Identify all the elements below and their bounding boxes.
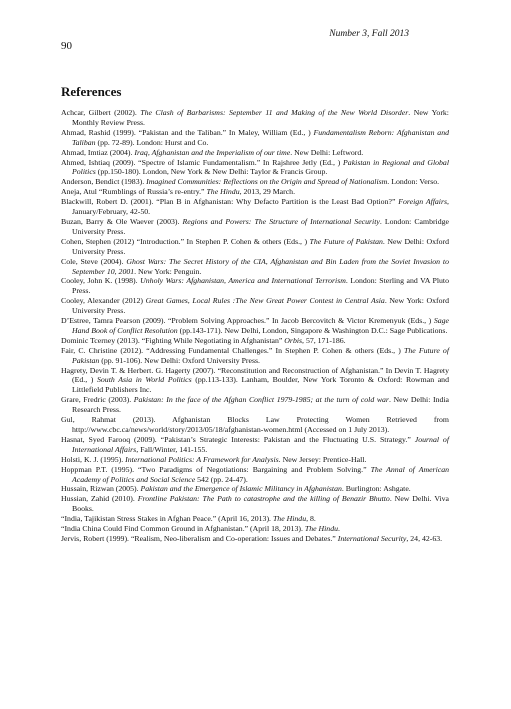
reference-title: South Asia in World Politics bbox=[97, 375, 192, 385]
reference-title: The Annal of American Academy of Politics and Social Science bbox=[72, 464, 450, 484]
reference-entry bbox=[61, 455, 449, 465]
reference-details: (pp.113-133). Lanham, Boulder, New York Toronto & Oxford: Rowman and Littlefield Publishers Inc. bbox=[72, 375, 449, 395]
reference-title: Imagined Communities: Reflections on the Origin and Spread of Nationalism bbox=[146, 177, 388, 187]
reference-text: Hoppman P.T. (1995). “Two Paradigms of Negotiations: Bargaining and Problem Solving.” bbox=[61, 464, 371, 474]
reference-details: , Fall/Winter, 141-155. bbox=[136, 444, 208, 454]
reference-title: The Clash of Barbarisms: September 11 and Making of the New World Disorder bbox=[140, 108, 409, 117]
reference-entry bbox=[61, 276, 449, 296]
reference-details: . New Delhi: Leftword. bbox=[290, 147, 364, 157]
reference-details: . New Jersey: Prentice-Hall. bbox=[278, 454, 367, 464]
reference-list bbox=[61, 108, 449, 544]
reference-text: Cohen, Stephen (2012) “Introduction.” In Stephen P. Cohen & others (Eds., ) bbox=[61, 236, 310, 246]
reference-title: Great Games, Local Rules :The New Great Power Contest in Central Asia bbox=[145, 296, 385, 306]
reference-entry bbox=[61, 465, 449, 485]
reference-title: International Security bbox=[337, 533, 407, 543]
reference-title: Iraq, Afghanistan and the Imperialism of our time bbox=[134, 147, 291, 157]
reference-details: . bbox=[338, 524, 340, 534]
reference-entry bbox=[61, 177, 449, 187]
reference-title: The Hindu bbox=[304, 524, 338, 534]
reference-text: Hagrety, Devin T. & Herbert. G. Hagerty (2007). “Reconstitution and Reconstruction of Afghanistan.” In Devin T. Hagrety (Ed., ) bbox=[61, 365, 449, 385]
reference-details: 542 (pp. 24-47). bbox=[195, 474, 248, 484]
reference-details: (pp.150-180). London, New York & New Delhi: Taylor & Francis Group. bbox=[95, 167, 328, 177]
reference-title: Unholy Wars: Afghanistan, America and International Terrorism bbox=[140, 276, 346, 286]
reference-text: Buzan, Barry & Ole Waever (2003). bbox=[61, 216, 183, 226]
reference-entry bbox=[61, 187, 449, 197]
reference-details: , 24, 42-63. bbox=[406, 533, 443, 543]
reference-text: Blackwill, Robert D. (2001). “Plan B in Afghanistan: Why Defacto Partition is the Least Bad Option?” bbox=[61, 197, 399, 207]
reference-entry bbox=[61, 484, 449, 494]
reference-title: Ghost Wars: The Secret History of the CIA, Afghanistan and Bin Laden from the Soviet Invasion to September 10, 2001 bbox=[72, 256, 449, 276]
page-number: 90 bbox=[61, 40, 72, 52]
reference-entry bbox=[61, 296, 449, 316]
reference-details: , 2013, 29 March. bbox=[239, 187, 296, 197]
reference-text: Ahmad, Imtiaz (2004). bbox=[61, 147, 135, 157]
reference-entry bbox=[61, 316, 449, 336]
reference-text: Fair, C. Christine (2012). “Addressing Fundamental Challenges.” In Stephen P. Cohen & others (Eds., ) bbox=[61, 345, 404, 355]
reference-entry bbox=[61, 237, 449, 257]
reference-text: Grare, Fredric (2003). bbox=[61, 395, 134, 405]
reference-details: . London: Verso. bbox=[387, 177, 440, 187]
reference-text: Hussian, Zahid (2010). bbox=[61, 494, 138, 504]
reference-entry bbox=[61, 336, 449, 346]
reference-details: . New York: Oxford University Press. bbox=[72, 296, 449, 316]
reference-text: Gul, Rahmat (2013). Afghanistan Blocks Law Protecting Women Retrieved from http://www.cbc.ca/news/world/story/2013/05/18/afghanistan-women.html (Accessed on 1 July 2013). bbox=[61, 415, 449, 434]
reference-title: Regions and Powers: The Structure of International Security bbox=[182, 216, 380, 226]
reference-entry bbox=[61, 108, 449, 128]
reference-details: , 8. bbox=[306, 514, 316, 524]
reference-details: (pp. 91-106). New Delhi: Oxford University Press. bbox=[99, 355, 260, 365]
reference-title: Journal of International Affairs bbox=[72, 434, 449, 454]
reference-text: Jervis, Robert (1999). “Realism, Neo-liberalism and Co-operation: Issues and Debates.” bbox=[61, 533, 338, 543]
reference-title: Foreign Affairs bbox=[398, 197, 448, 207]
reference-details: . Burlington: Ashgate. bbox=[341, 484, 411, 494]
reference-text: Cooley, John K. (1998). bbox=[61, 276, 141, 286]
reference-entry bbox=[61, 197, 449, 217]
reference-entry bbox=[61, 148, 449, 158]
reference-title: The Hindu bbox=[206, 187, 240, 197]
reference-title: The Future of Pakistan bbox=[72, 345, 449, 365]
reference-entry bbox=[61, 435, 449, 455]
reference-details: . New York: Monthly Review Press. bbox=[72, 108, 449, 127]
reference-details: . New York: Penguin. bbox=[134, 266, 202, 276]
references-heading: References bbox=[61, 84, 122, 99]
reference-text: Aneja, Atul “Rumblings of Russia’s re-entry.” bbox=[61, 187, 207, 197]
reference-text: Cooley, Alexander (2012) bbox=[61, 296, 146, 306]
reference-text: Dominic Tcerney (2013). “Fighting While Negotiating in Afghanistan” bbox=[61, 335, 285, 345]
reference-title: Fundamentalism Reborn: Afghanistan and Taliban bbox=[72, 127, 450, 147]
reference-details: . London: Cambridge University Press. bbox=[72, 216, 449, 236]
reference-text: Hasnat, Syed Farooq (2009). “Pakistan’s Strategic Interests: Pakistan and the Fluctuating U.S. Strategy.” bbox=[61, 434, 415, 444]
reference-details: (pp. 72-89). London: Hurst and Co. bbox=[95, 137, 209, 147]
journal-issue-header: Number 3, Fall 2013 bbox=[329, 29, 409, 39]
reference-entry bbox=[61, 217, 449, 237]
reference-entry bbox=[61, 366, 449, 396]
reference-text: Ahmed, Ishtiaq (2009). “Spectre of Islamic Fundamentalism.” In Rajshree Jetly (Ed., ) bbox=[61, 157, 344, 167]
reference-details: . New Delhi: India Research Press. bbox=[72, 395, 449, 415]
reference-title: The Hindu bbox=[272, 514, 307, 524]
reference-entry bbox=[61, 514, 449, 524]
reference-text: Hussain, Rizwan (2005). bbox=[61, 484, 141, 494]
reference-text: “India China Could Find Common Ground in Afghanistan.” (April 18, 2013). bbox=[61, 524, 305, 534]
reference-text: Cole, Steve (2004). bbox=[61, 256, 127, 266]
reference-title: The Future of Pakistan bbox=[309, 236, 383, 246]
reference-details: , January/February, 42-50. bbox=[72, 197, 449, 217]
reference-title: Sage Hand Book of Conflict Resolution bbox=[72, 316, 449, 335]
reference-text: D’Estree, Tamra Pearson (2009). “Problem Solving Approaches.” In Jacob Bercovitch & Victor Kremenyuk (Eds., ) bbox=[61, 316, 434, 326]
reference-title: International Politics: A Framework for Analysis bbox=[125, 454, 279, 464]
reference-entry bbox=[61, 524, 449, 534]
reference-details: . New Delhi. Viva Books. bbox=[72, 494, 450, 514]
reference-text: Ahmad, Rashid (1999). “Pakistan and the Taliban.” In Maley, William (Ed., ) bbox=[61, 127, 314, 137]
reference-entry bbox=[61, 415, 449, 435]
reference-entry bbox=[61, 534, 449, 544]
reference-title: Pakistan and the Emergence of Islamic Militancy in Afghanistan bbox=[140, 484, 342, 494]
reference-details: . New Delhi: Oxford University Press. bbox=[72, 236, 450, 256]
reference-text: “India, Tajikistan Stress Stakes in Afghan Peace.” (April 16, 2013). bbox=[61, 514, 273, 524]
reference-title: Frontline Pakistan: The Path to catastrophe and the killing of Benazir Bhutto bbox=[137, 494, 390, 504]
reference-title: Pakistan in Regional and Global Politics bbox=[72, 157, 449, 177]
reference-entry bbox=[61, 257, 449, 277]
reference-text: Achcar, Gilbert (2002). bbox=[61, 108, 141, 117]
reference-title: Orbis bbox=[284, 335, 303, 345]
reference-details: . London: Sterling and VA Pluto Press. bbox=[72, 276, 449, 296]
reference-details: (pp.143-171). New Delhi, London, Singapore & Washington D.C.: Sage Publications. bbox=[177, 325, 448, 335]
reference-entry bbox=[61, 346, 449, 366]
reference-details: , 57, 171-186. bbox=[302, 335, 346, 345]
reference-entry bbox=[61, 158, 449, 178]
reference-entry bbox=[61, 128, 449, 148]
reference-text: Anderson, Bendict (1983). bbox=[61, 177, 147, 187]
reference-title: Pakistan: In the face of the Afghan Conflict 1979-1985; at the turn of cold war bbox=[133, 395, 389, 405]
reference-text: Holsti, K. J. (1995). bbox=[61, 454, 126, 464]
reference-entry bbox=[61, 494, 449, 514]
reference-entry bbox=[61, 395, 449, 415]
